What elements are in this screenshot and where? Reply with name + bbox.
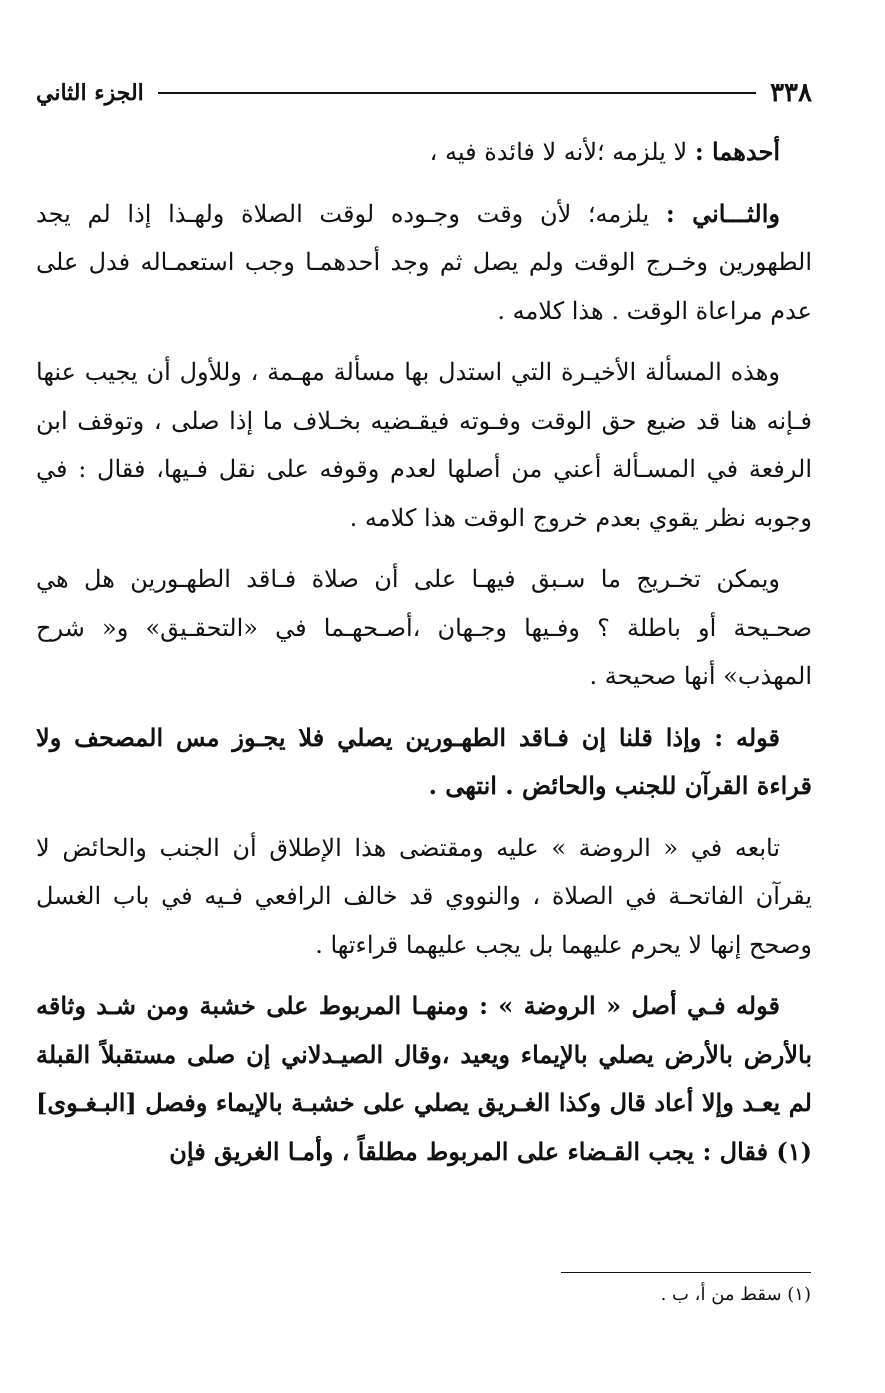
paragraph-text: تابعه في « الروضة » عليه ومقتضى هذا الإطلاق أن الجنب والحائض لا يقرآن الفاتحـة في الصلاة ، والنووي قد خالف الرافعي فـيه في باب الغسل وصحح إنها لا يحرم عليهما بل يجب عليهما قراءتها .: [36, 833, 812, 959]
paragraph-5: [36, 714, 812, 811]
header-rule: [158, 92, 756, 94]
paragraph-7: [36, 982, 812, 1176]
running-title: الجزء الثاني: [36, 80, 144, 106]
page-header: [36, 70, 812, 116]
page-number: ٣٣٨: [770, 78, 812, 108]
paragraph-text: وإذا قلنا إن فـاقد الطهـورين يصلي فلا يجـوز مس المصحف ولا قراءة القرآن للجنب والحائض . انتهى .: [36, 722, 812, 800]
paragraph-text: لا يلزمه ؛لأنه لا فائدة فيه ،: [429, 138, 695, 166]
paragraph-3: [36, 348, 812, 542]
footnote-rule: [561, 1272, 811, 1273]
paragraph-text: وهذه المسألة الأخيـرة التي استدل بها مسألة مهـمة ، وللأول أن يجيب عنها فـإنه هنا قد ضيع حق الوقت وفـوته فيقـضيه بخـلاف ما إذا صلى ، وتوقف ابن الرفعة في المسـألة أعني من أصلها لعدم وقوفه على نقل فـيها، فقال : في وجوبه نظر يقوي بعدم خروج الوقت هذا كلامه .: [36, 358, 813, 532]
paragraph-lead: والثـــاني :: [665, 198, 780, 228]
paragraph-4: [36, 555, 812, 701]
paragraph-lead: أحدهما :: [694, 137, 780, 166]
paragraph-text: ويمكن تخـريج ما سـبق فيهـا على أن صلاة فـاقد الطهـورين هل هي صحـيحة أو باطلة ؟ وفـيها وجـهان ،أصـحهـما في «التحقـيق» و« شرح المهذب» أنها صحيحة .: [36, 565, 812, 690]
page-body: [36, 128, 812, 1189]
paragraph-6: [36, 824, 812, 970]
footnote: (١) سقط من أ، ب .: [660, 1284, 811, 1305]
paragraph-2: [36, 190, 812, 336]
paragraph-lead: قوله فـي أصل « الروضة » :: [479, 991, 780, 1020]
paragraph-1: [36, 128, 812, 177]
paragraph-text: ومنهـا المربوط على خشبة ومن شـد وثاقه بالأرض بالأرض يصلي بالإيماء ويعيد ،وقال الصيـدلاني إن صلى مستقبلاً القبلة لم يعـد وإلا أعاد قال وكذا الغـريق يصلي على خشبـة بالإيماء وفصل [البـغـوى] (١) فقال : يجب القـضاء على المربوط مطلقاً ، وأمـا الغريق فإن: [36, 991, 812, 1166]
paragraph-text: يلزمه؛ لأن وقت وجـوده لوقت الصلاة ولهـذا إذا لم يجد الطهورين وخـرج الوقت ولم يصل ثم وجد أحدهمـا وجب استعمـاله فدل على عدم مراعاة الوقت . هذا كلامه .: [36, 199, 813, 325]
paragraph-lead: قوله :: [714, 722, 780, 752]
